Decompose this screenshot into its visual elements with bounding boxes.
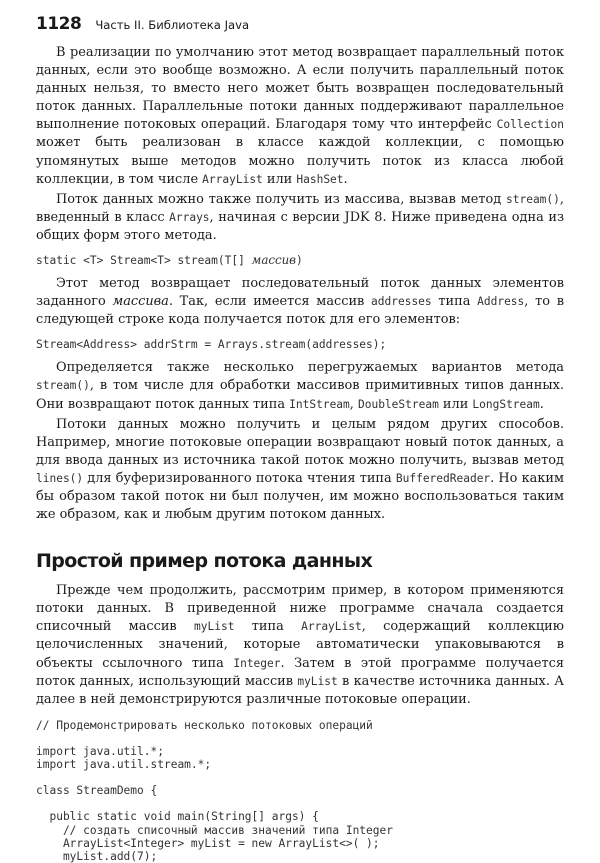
code-example-line: Stream<Address> addrStrm = Arrays.stream(addresses); — [36, 338, 387, 352]
code-signature-text: static <T> Stream<T> stream(T[] — [36, 254, 252, 268]
text-run: может быть реализован в классе каждой коллекции, с помощью упомянутых выше методов можно получить поток из класса любой коллекции, в том числе — [36, 135, 564, 187]
text-run: в качестве источника данных. А далее в ней демонстрируются различные потоковые операции. — [36, 673, 564, 707]
running-header — [36, 14, 249, 38]
text-run: или — [438, 396, 473, 412]
text-run: , — [349, 396, 358, 412]
inline-code: DoubleStream — [357, 397, 439, 411]
code-listing-line: public static void main(String[] args) { — [36, 810, 319, 824]
paragraph — [36, 191, 564, 245]
inline-code: myList — [194, 620, 235, 634]
text-run: . — [539, 396, 544, 412]
inline-code: lines() — [36, 471, 84, 485]
paragraph — [36, 275, 564, 329]
inline-code: HashSet — [296, 172, 344, 186]
code-listing — [36, 719, 564, 863]
text-run: Определяется также несколько перегружаемых вариантов метода — [56, 360, 564, 376]
code-listing-line: // создать списочный массив значений типа Integer — [36, 823, 393, 837]
paragraph-group — [36, 44, 564, 245]
paragraph-group — [36, 275, 564, 329]
italic-text: массива — [112, 294, 169, 310]
text-run: или — [262, 171, 297, 187]
text-run: . Затем в этой программе получается поток данных, использующий массив — [36, 655, 564, 689]
text-run: Поток данных можно также получить из массива, вызвав метод — [56, 191, 506, 207]
inline-code: stream() — [36, 379, 90, 393]
text-run: Потоки данных можно получить и целым рядом других способов. Например, многие потоковые операции возвращают новый поток данных, а для ввода данных из источника такой поток можно получить, вызвав метод — [36, 416, 564, 468]
page-number: 1128 — [36, 14, 82, 34]
inline-code: Address — [477, 295, 525, 309]
text-run: Прежде чем продолжить, рассмотрим пример, в котором применяются потоки данных. В приведенной ниже программе сначала создается списочный массив — [36, 583, 564, 635]
text-run: , в том числе для обработки массивов примитивных типов данных. Они возвращают поток данных типа — [36, 378, 564, 412]
code-listing-line: // Продемонстрировать несколько потоковых операций — [36, 718, 373, 732]
text-run: , введенный в класс — [36, 191, 564, 225]
inline-code: IntStream — [289, 397, 350, 411]
inline-code: Collection — [496, 118, 564, 132]
inline-code: ArrayList — [301, 620, 362, 634]
text-run: . — [343, 171, 348, 187]
inline-code: myList — [297, 674, 338, 688]
code-listing-line: class StreamDemo { — [36, 784, 158, 798]
inline-code: stream() — [506, 192, 560, 206]
text-run: . Так, если имеется массив — [168, 294, 372, 310]
text-run: . Но каким бы образом такой поток ни был получен, им можно воспользоваться таким же образом, как и любым другим потоком данных. — [36, 470, 564, 523]
code-signature-param: массив — [251, 253, 297, 268]
inline-code: BufferedReader — [395, 471, 491, 485]
text-run: типа — [431, 294, 478, 310]
section-title: Простой пример потока данных — [36, 550, 373, 573]
paragraph — [36, 44, 564, 189]
code-listing-line: import java.util.stream.*; — [36, 758, 212, 772]
code-signature — [36, 252, 564, 269]
text-run: , начиная с версии JDK 8. Ниже приведена одна из общих форм этого метода. — [36, 209, 564, 243]
inline-code: addresses — [371, 295, 432, 309]
paragraph-group — [36, 359, 564, 524]
text-run: В реализации по умолчанию этот метод возвращает параллельный поток данных, если это вообще возможно. А если получить параллельный поток данных нельзя, то вместо него может быть возвращен последовательный поток данных. Параллельные потоки данных поддерживают параллельное выполнение потоковых операций. Благодаря тому что интерфейс — [36, 45, 564, 133]
page-body — [36, 44, 564, 863]
text-run: , содержащий коллекцию целочисленных значений, которые автоматически упаковываются в объекты ссылочного типа — [36, 619, 564, 671]
text-run: Этот метод возвращает последовательный поток данных элементов заданного — [36, 276, 564, 310]
code-listing-line: ArrayList<Integer> myList = new ArrayList<>( ); — [36, 836, 380, 850]
running-title: Часть II. Библиотека Java — [95, 18, 250, 32]
code-listing-line: myList.add(7); — [36, 849, 158, 863]
paragraph — [36, 582, 564, 709]
inline-code: Integer — [233, 656, 281, 670]
paragraph — [36, 416, 564, 525]
paragraph — [36, 359, 564, 413]
inline-code: Arrays — [169, 210, 210, 224]
code-signature-close: ) — [296, 254, 303, 268]
inline-code: ArrayList — [202, 172, 263, 186]
text-run: для буферизированного потока чтения типа — [83, 470, 396, 486]
paragraph-group — [36, 582, 564, 709]
inline-code: LongStream — [472, 397, 540, 411]
code-listing-line: import java.util.*; — [36, 745, 164, 758]
text-run: типа — [234, 619, 302, 635]
text-run: , то в следующей строке кода получается поток для его элементов: — [36, 294, 564, 328]
